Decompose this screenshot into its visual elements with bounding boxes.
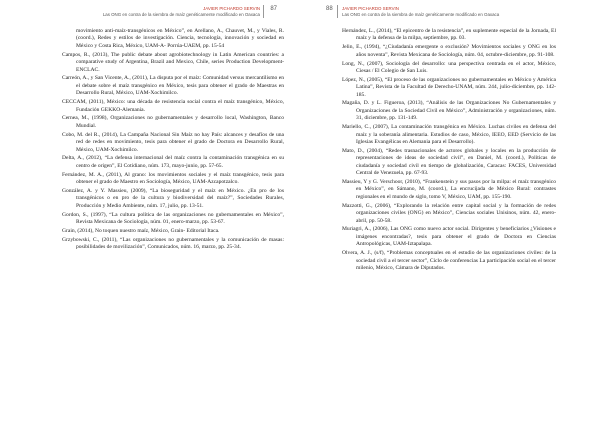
reference-entry: Carreón, A., y San Vicente, A., (2011), La disputa por el maíz: Comunidad versus mercantilismo en el debate sobre el maíz transgénico en México, tesis para obtener el grado de Maestras en Desarrollo Rural, México, UAM-Xochimilco. bbox=[62, 75, 284, 97]
reference-entry: Magaña, D. y L. Figueroa, (2013), “Análisis de las Organizaciones No Gubernamentales y Organizaciones de la Sociedad Civil en México”, Administración y organizaciones, núm. 31, diciembre, pp. 131-149. bbox=[342, 100, 556, 122]
reference-entry: Muriagri, A., (2006), Las ONG como nuevo actor social. Dirigentes y beneficiarios ¿Visiones e imágenes encontradas?, tesis para obtener el grado de Doctora en Ciencias Antropológicas, UAM-Iztapalapa. bbox=[342, 226, 556, 248]
reference-entry: Long, N., (2007), Sociología del desarrollo: una perspectiva centrada en el actor, México, Ciesas / El Colegio de San Luis. bbox=[342, 60, 556, 74]
reference-entry: Gordon, S., (1997), “La cultura política de las organizaciones no gubernamentales en México”, Revista Mexicana de Sociología, núm. 01, enero-marzo, pp. 53-67. bbox=[62, 211, 284, 225]
reference-entry: Mazzotti, G., (2006), “Explorando la relación entre capital social y la formación de redes organizaciones civiles (ONG) en México”, Ciencias sociales Unisinos, núm. 42, enero-abril, pp. 50-58. bbox=[342, 202, 556, 224]
reference-entry: Massieu, Y y G. Verschoor, (2010), “Frankenstein y sus pasos por la milpa: el maíz transgénico en México”, en Sámano, M. (coord.), La encrucijada de México Rural: contrastes regionales en el mundo de siglo, tomo V, México, UAM, pp. 155-190. bbox=[342, 179, 556, 200]
reference-entry: movimiento anti-maíz-transgénicos en México”, en Arellano, A., Chauvet, M., y Viales, R. (coord.), Redes y estilos de investigación. Ciencia, tecnología, innovación y sociedad en México y Costa Rica, México, UAM-A- Porrúa-UAEM, pp. 15-54 bbox=[76, 28, 284, 49]
page-number: 88 bbox=[326, 6, 333, 12]
reference-entry: Fernández, M. A., (2011), Al grano: los movimientos sociales y el maíz transgénico, tesis para obtener el grado de Maestro en Sociología, México, UAM-Azcapotzalco. bbox=[62, 171, 284, 186]
running-head bbox=[103, 6, 260, 18]
reference-entry: Grzybowski, C., (2011), “Las organizaciones no gubernamentales y la comunicación de masas: posibilidades de movilización”, Comunicados, núm. 16, marzo, pp. 25-34. bbox=[62, 236, 284, 251]
reference-entry: Jelin, E., (1994), “¿Ciudadanía emergente o exclusión? Movimientos sociales y ONG en los años noventa”, Revista Mexicana de Sociología, núm. 04, octubre-diciembre, pp. 91-108. bbox=[342, 44, 556, 58]
running-head-author: JAVIER PICHARDO SERVIN bbox=[203, 6, 260, 11]
reference-entry: González, A. y Y. Massieu, (2009), “La bioseguridad y el maíz en México. ¿En pro de los transgénicos o en pro de la cultura y biodiversidad del maíz?”, Sociedades Rurales, Producción y Medio Ambiente, núm. 17, julio, pp. 13-51. bbox=[62, 187, 284, 209]
reference-entry: CECCAM, (2011), México: una década de resistencia social contra el maíz transgénico, México, Fundación GEKKO-Alemania. bbox=[62, 99, 284, 113]
reference-entry: Cobo, M. del R., (2014), La Campaña Nacional Sin Maíz no hay País: alcances y desafíos de una red de redes en movimiento, tesis para obtener el grado de Doctora en Desarrollo Rural, México, UAM-Xochimilco. bbox=[62, 131, 284, 153]
reference-list bbox=[342, 28, 556, 274]
running-head-author: JAVIER PICHARDO SERVIN bbox=[342, 6, 399, 11]
reference-entry: Cernea, M., (1998), Organizaciones no gubernamentales y desarrollo local, Washington, Banco Mundial. bbox=[62, 115, 284, 129]
reference-entry: López, N., (2005), “El proceso de las organizaciones no gubernamentales en México y América Latina”, Revista de la Facultad de Derecho-UNAM, núm. 244, julio-diciembre, pp. 142-185. bbox=[342, 76, 556, 98]
running-head-title: Las ONG en contra de la siembra de maíz genéticamente modificado en Oaxaca bbox=[342, 12, 500, 17]
reference-entry: Mato, D., (2004), “Redes trasnacionales de actores globales y locales en la producción de representaciones de ideas de sociedad civil”, en Daniel, M. (coord.), Políticas de ciudadanía y sociedad civil en tiempo de globalización, Caracas: FACES, Universidad Central de Venezuela, pp. 67-93. bbox=[342, 147, 556, 177]
reference-entry: Hernández, L., (2014), “El epicentro de la resistencia”, en suplemente especial de la Jornada, El maíz y la defensa de la milpa, septiembre, pp. 03. bbox=[342, 28, 556, 42]
right-page bbox=[300, 0, 600, 440]
page-number: 87 bbox=[270, 6, 277, 12]
reference-entry: Delta, A., (2012), “La defensa internacional del maíz contra la contaminación transgénica en su centro de origen”, El Cotidiano, núm. 173, mayo-junio, pp. 57-65. bbox=[62, 155, 284, 169]
header-divider bbox=[263, 5, 264, 18]
reference-entry: Mariello, C., (2007), La contaminación transgénica en México. Luchas civiles en defensa del maíz y la soberanía alimentaria. Estudios de caso, México, IEEO, EED (Servicio de las Iglesias Evangélicas en Alemania para el Desarrollo). bbox=[342, 124, 556, 146]
running-head-title: Las ONG en contra de la siembra de maíz genéticamente modificado en Oaxaca bbox=[102, 12, 260, 17]
header-divider bbox=[337, 5, 338, 18]
reference-entry: Grain, (2014), No toquen nuestro maíz, México, Grain- Editorial Itaca. bbox=[62, 227, 220, 234]
running-head bbox=[342, 6, 499, 18]
reference-entry: Olvera, A. J., (s/f), “Problemas conceptuales en el estudio de las organizaciones civiles: de la sociedad civil a el tercer sector”, Ciclo de conferencias La participación social en el tercer milenio, México, Cámara de Diputados. bbox=[342, 250, 556, 272]
reference-entry: Campos, R., (2013), The public debate about agrobiotechnology in Latin American countries: a comparative study of Argentina, Brazil and Mexico, Chile, series Production Development-ENCLAC. bbox=[62, 51, 284, 73]
reference-list bbox=[62, 28, 284, 253]
